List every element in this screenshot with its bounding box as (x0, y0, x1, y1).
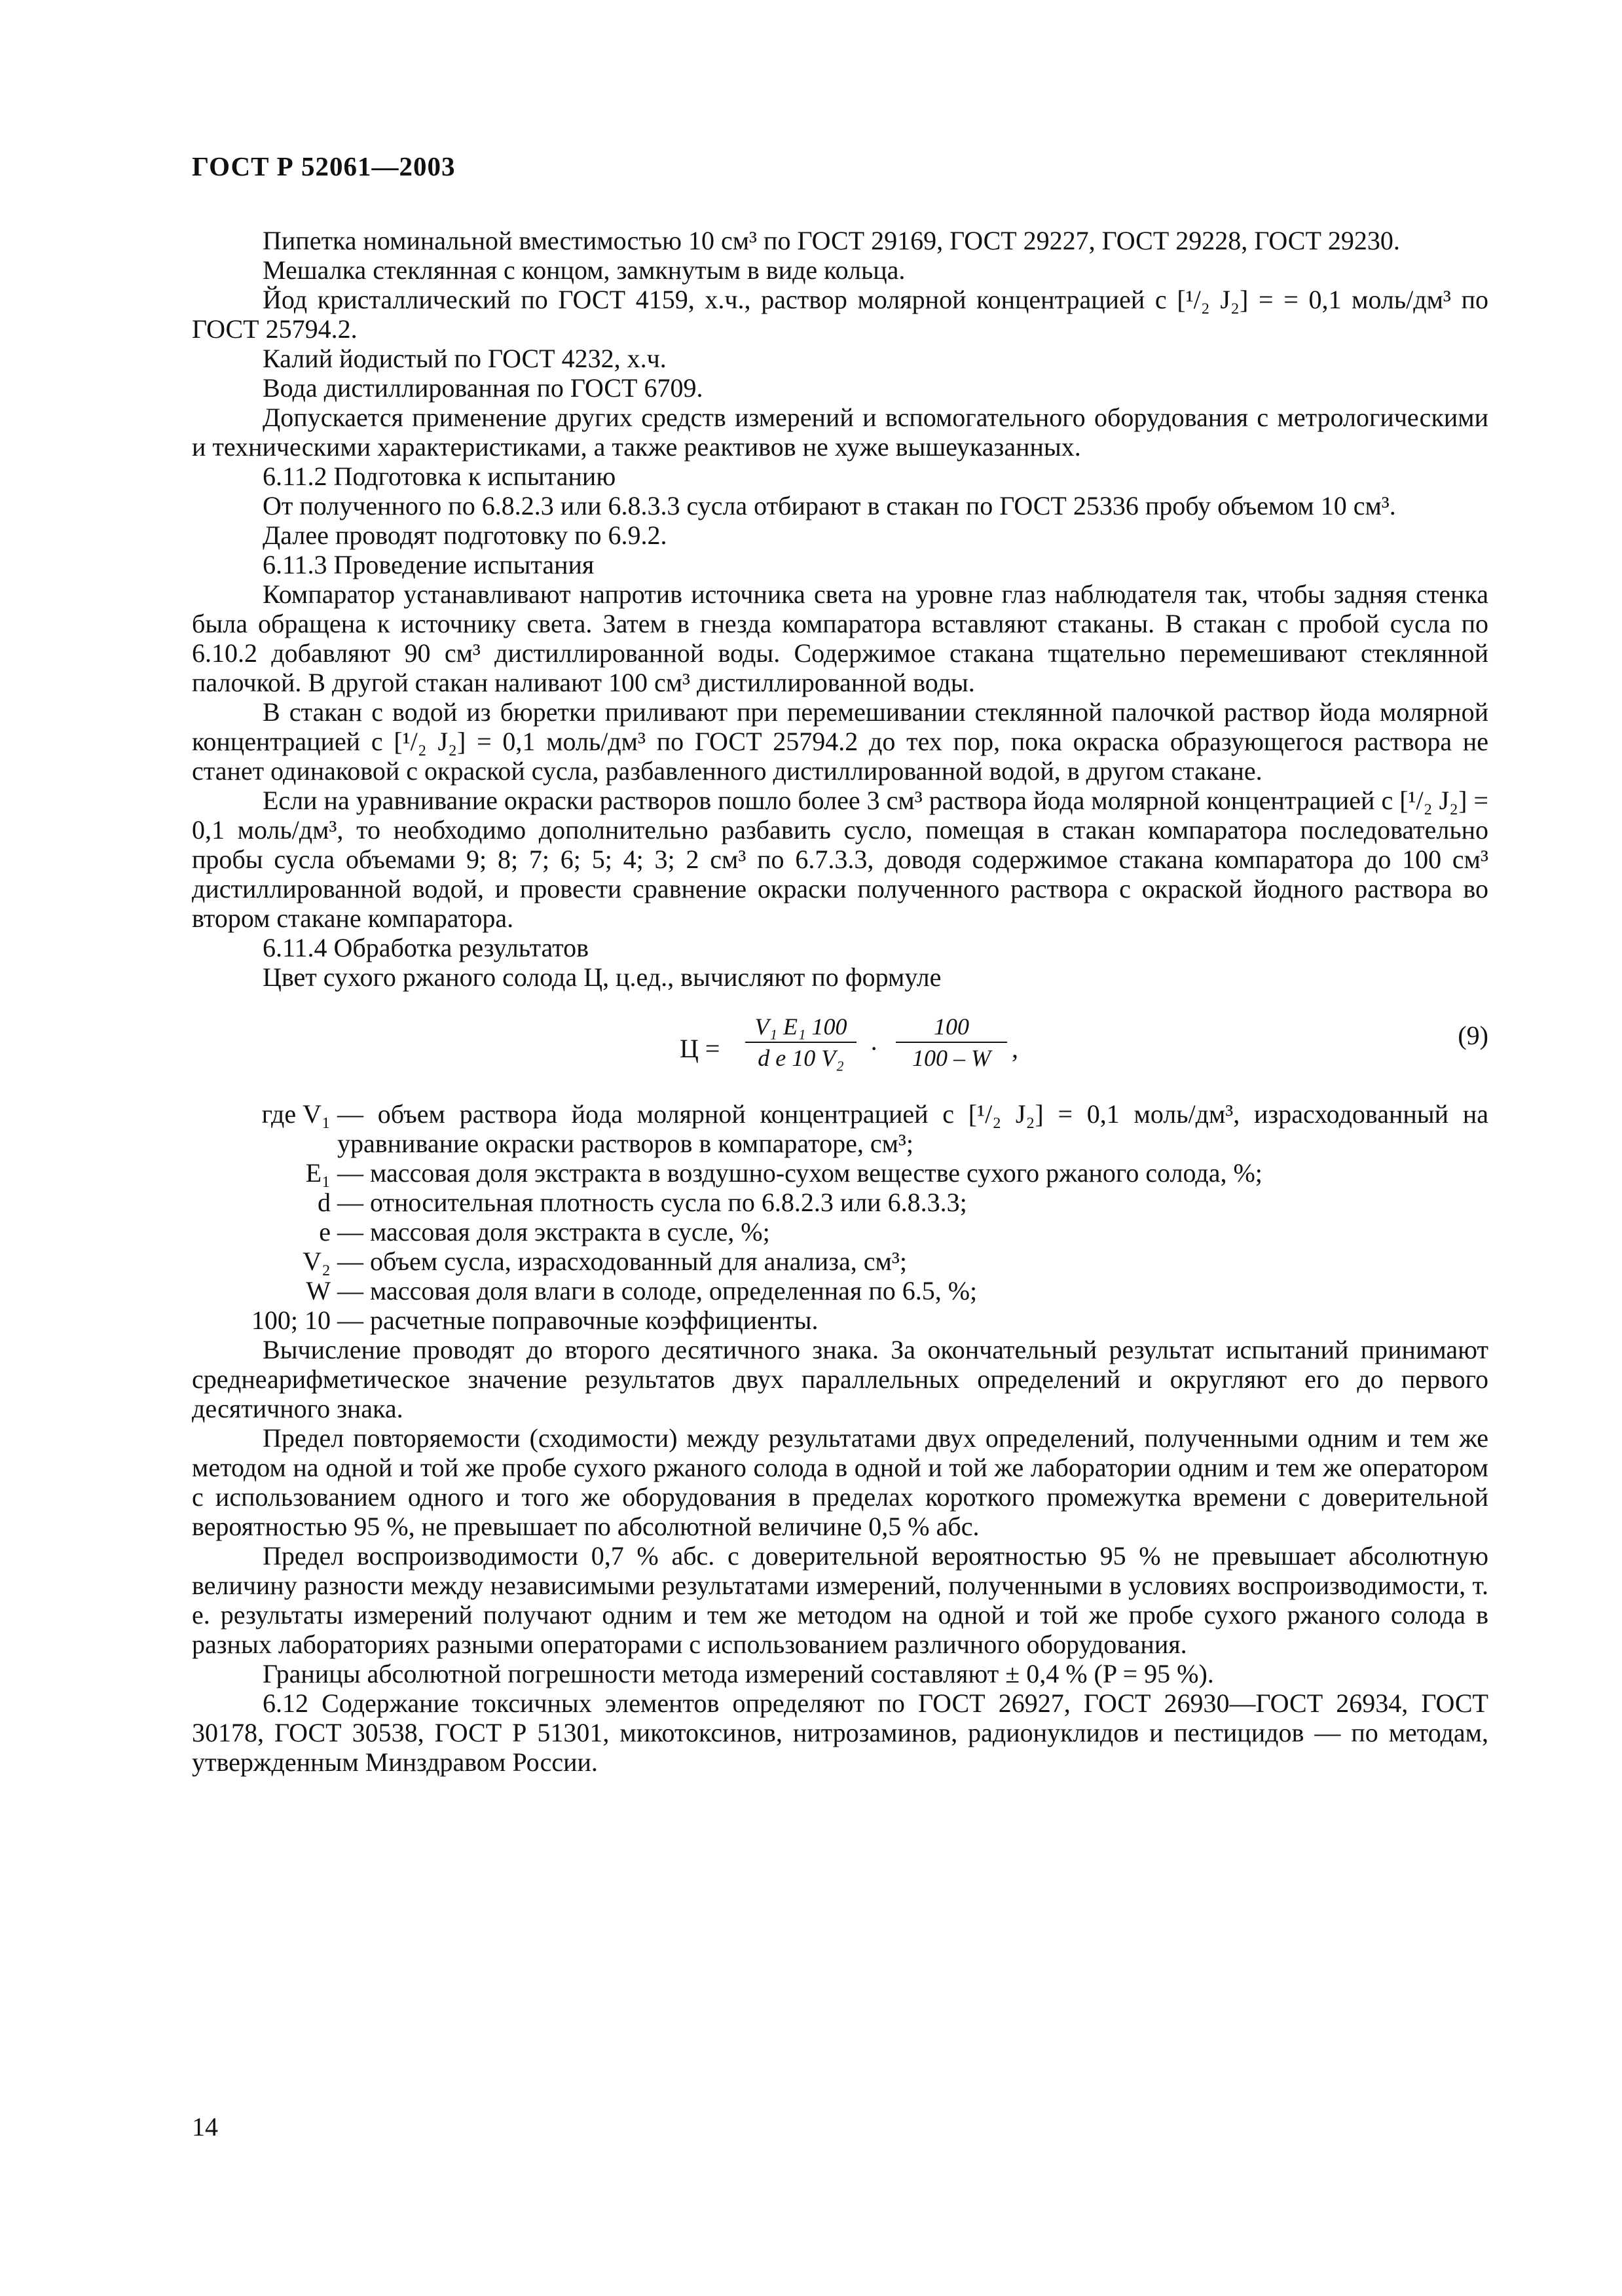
document-header: ГОСТ Р 52061—2003 (192, 151, 456, 181)
definition-symbol: E₁ (305, 1158, 331, 1188)
paragraph: Вычисление проводят до второго десятичного знака. За окончательный результат испытаний принимают среднеарифметическое значение результатов двух параллельных определений и округляют его до первого десятичного знака. (192, 1335, 1488, 1423)
section-heading: 6.11.4 Обработка результатов (263, 933, 589, 962)
paragraph: Далее проводят подготовку по 6.9.2. (263, 520, 667, 550)
paragraph: 6.12 Содержание токсичных элементов определяют по ГОСТ 26927, ГОСТ 26930—ГОСТ 26934, ГОСТ 30178, ГОСТ 30538, ГОСТ Р 51301, микотоксинов, нитрозаминов, радионуклидов и пестицидов — по методам, утвержденным Минздравом России. (192, 1688, 1488, 1777)
paragraph: Пипетка номинальной вместимостью 10 см³ по ГОСТ 29169, ГОСТ 29227, ГОСТ 29228, ГОСТ 29230. (263, 226, 1400, 255)
definition-text: — массовая доля влаги в солоде, определенная по 6.5, %; (337, 1276, 978, 1305)
definition-row (192, 1217, 1488, 1247)
paragraph: Калий йодистый по ГОСТ 4232, х.ч. (263, 344, 667, 373)
definition-symbol: e (319, 1217, 331, 1247)
definition-text: — относительная плотность сусла по 6.8.2.3 или 6.8.3.3; (337, 1188, 967, 1217)
fraction-numerator: V₁ E₁ 100 (745, 1013, 857, 1043)
definition-text: — объем раствора йода молярной концентрацией c [¹/₂ J₂] = 0,1 моль/дм³, израсходованный на уравнивание окраски растворов в компараторе, см³; (337, 1099, 1488, 1158)
definition-text: — объем сусла, израсходованный для анализа, см³; (337, 1247, 907, 1276)
definition-text: — массовая доля экстракта в сусле, %; (337, 1217, 770, 1247)
definition-symbol: где V₁ (261, 1099, 331, 1129)
paragraph: Компаратор устанавливают напротив источника света на уровне глаз наблюдателя так, чтобы задняя стенка была обращена к источнику света. Затем в гнезда компаратора вставляют стаканы. В стакан с пробой сусла по 6.10.2 добавляют 90 см³ дистиллированной воды. Содержимое стакана тщательно перемешивают стеклянной палочкой. В другой стакан наливают 100 см³ дистиллированной воды. (192, 579, 1488, 697)
fraction-denominator: 100 – W (912, 1045, 991, 1071)
paragraph: Допускается применение других средств измерений и вспомогательного оборудования с метрологическими и техническими характеристиками, а также реактивов не хуже вышеуказанных. (192, 403, 1488, 462)
paragraph: Предел воспроизводимости 0,7 % абс. с доверительной вероятностью 95 % не превышает абсолютную величину разности между независимыми результатами измерений, полученными в условиях воспроизводимости, т. е. результаты измерений получают одним и тем же методом на одной и той же пробе сухого ржаного солода в разных лабораториях разными операторами с использованием различного оборудования. (192, 1541, 1488, 1659)
definition-text: — массовая доля экстракта в воздушно-сухом веществе сухого ржаного солода, %; (337, 1158, 1263, 1188)
definition-symbol: W (306, 1276, 331, 1305)
fraction-numerator: 100 (896, 1013, 1007, 1043)
paragraph: В стакан с водой из бюретки приливают при перемешивании стеклянной палочкой раствор йода молярной концентрацией c [¹/₂ J₂] = 0,1 моль/дм³ по ГОСТ 25794.2 до тех пор, пока окраска образующегося раствора не станет одинаковой с окраской сусла, разбавленного дистиллированной водой, в другом стакане. (192, 697, 1488, 786)
formula-fraction-1 (745, 1013, 857, 1072)
document-body (192, 226, 1488, 1777)
paragraph: Предел повторяемости (сходимости) между результатами двух определений, полученными одним и тем же методом на одной и той же пробе сухого ржаного солода в одной и той же лаборатории одним и тем же оператором с использованием одного и того же оборудования в пределах короткого промежутка времени с доверительной вероятностью 95 %, не превышает по абсолютной величине 0,5 % абс. (192, 1423, 1488, 1541)
definition-symbol: 100; 10 (251, 1305, 331, 1335)
definition-row (192, 1099, 1488, 1158)
multiply-dot: · (870, 1034, 879, 1063)
definition-row (192, 1188, 1488, 1217)
formula-lhs: Ц = (680, 1034, 720, 1063)
section-heading: 6.11.2 Подготовка к испытанию (263, 462, 616, 491)
definition-symbol: V₂ (303, 1247, 331, 1276)
variable-definitions (192, 1099, 1488, 1335)
definition-row (192, 1247, 1488, 1276)
paragraph: Цвет сухого ржаного солода Ц, ц.ед., вычисляют по формуле (263, 962, 942, 992)
page-number: 14 (192, 2112, 218, 2141)
paragraph: Йод кристаллический по ГОСТ 4159, х.ч., раствор молярной концентрацией c [¹/₂ J₂] = = 0,1 моль/дм³ по ГОСТ 25794.2. (192, 285, 1488, 344)
equation-number: (9) (1458, 1021, 1488, 1050)
fraction-denominator: d e 10 V₂ (758, 1045, 844, 1071)
paragraph: Мешалка стеклянная с концом, замкнутым в виде кольца. (263, 255, 906, 285)
paragraph: Если на уравнивание окраски растворов пошло более 3 см³ раствора йода молярной концентрацией c [¹/₂ J₂] = 0,1 моль/дм³, то необходимо дополнительно разбавить сусло, помещая в стакан компаратора последовательно пробы сусла объемами 9; 8; 7; 6; 5; 4; 3; 2 см³ по 6.7.3.3, доводя содержимое стакана компаратора до 100 см³ дистиллированной водой, и провести сравнение окраски полученного раствора с окраской йодного раствора во втором стакане компаратора. (192, 786, 1488, 933)
formula-comma: , (1012, 1034, 1018, 1063)
definition-symbol: d (318, 1188, 331, 1217)
definition-row (192, 1305, 1488, 1335)
definition-text: — расчетные поправочные коэффициенты. (337, 1305, 819, 1335)
paragraph: От полученного по 6.8.2.3 или 6.8.3.3 сусла отбирают в стакан по ГОСТ 25336 пробу объемом 10 см³. (263, 491, 1396, 520)
formula-fraction-2 (896, 1013, 1007, 1072)
section-heading: 6.11.3 Проведение испытания (263, 550, 595, 579)
definition-row (192, 1276, 1488, 1305)
formula-9 (192, 1008, 1488, 1086)
paragraph: Границы абсолютной погрешности метода измерений составляют ± 0,4 % (P = 95 %). (263, 1659, 1214, 1688)
paragraph: Вода дистиллированная по ГОСТ 6709. (263, 373, 703, 403)
definition-row (192, 1158, 1488, 1188)
